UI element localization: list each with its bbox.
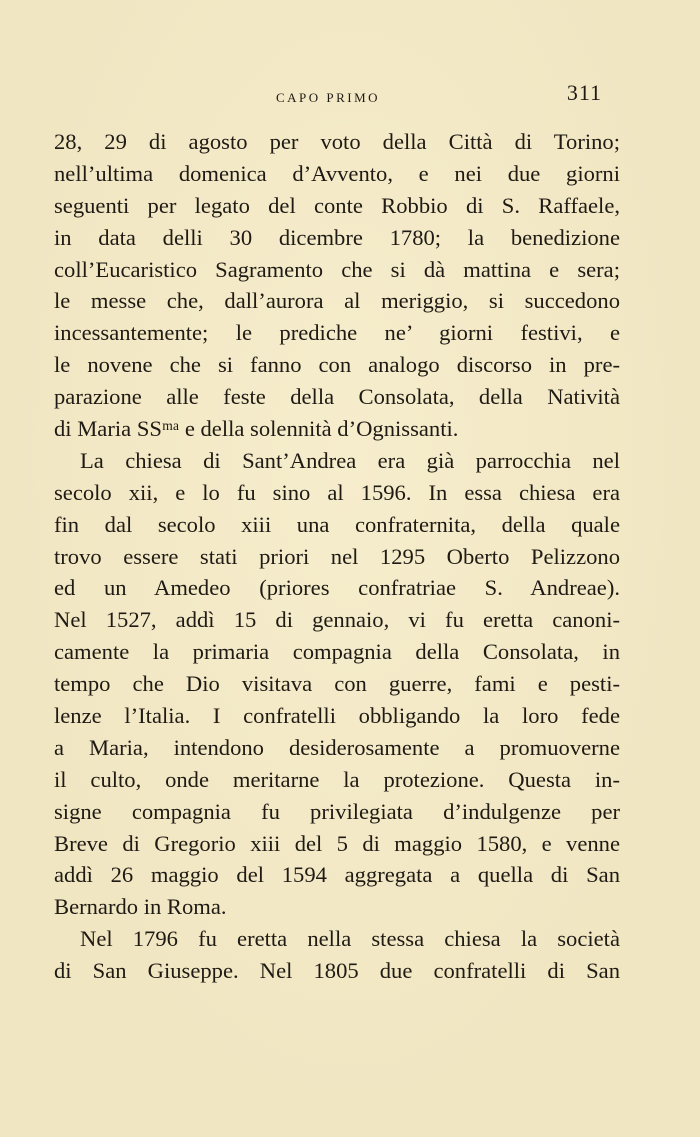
text-line: secolo xii, e lo fu sino al 1596. In essa chiesa era [54,479,620,505]
text-line: La chiesa di Sant’Andrea era già parrocchia nel [80,447,620,473]
text-line: incessantemente; le prediche ne’ giorni festivi, e [54,320,620,346]
text-line: Bernardo in Roma. [54,894,227,920]
text-line: signe compagnia fu privilegiata d’indulgenze per [54,798,620,824]
text-line: 28, 29 di agosto per voto della Città di Torino; [54,129,620,154]
text-line: le messe che, dall’aurora al meriggio, si succedono [54,288,620,314]
text-line: addì 26 maggio del 1594 aggregata a quella di San [54,862,620,888]
text-line: seguenti per legato del conte Robbio di S. Raffaele, [54,192,620,218]
text-line: le novene che si fanno con analogo discorso in pre- [54,352,620,378]
running-title: CAPO PRIMO [275,90,381,105]
text-line: lenze l’Italia. I confratelli obbligando la loro fede [54,703,620,729]
text-line: fin dal secolo xiii una confraternita, della quale [54,511,620,537]
text-line: nell’ultima domenica d’Avvento, e nei due giorni [54,160,620,186]
text-line: camente la primaria compagnia della Consolata, in [54,639,620,665]
text-line: coll’Eucaristico Sagramento che si dà mattina e sera; [54,256,620,282]
text-line: tempo che Dio visitava con guerre, fami e pesti- [54,671,620,697]
text-line: Nel 1796 fu eretta nella stessa chiesa la società [80,926,620,952]
text-line: Breve di Gregorio xiii del 5 di maggio 1580, e venne [54,830,620,856]
text-line: di Maria SSᵐᵃ e della solennità d’Ognissanti. [54,416,459,442]
text-line: di San Giuseppe. Nel 1805 due confratelli di San [54,958,620,984]
page-header [54,80,602,110]
text-line: trovo essere stati priori nel 1295 Oberto Pelizzono [54,543,620,569]
body-text [54,126,620,987]
text-line: parazione alle feste della Consolata, della Natività [54,384,620,410]
text-line: a Maria, intendono desiderosamente a promuoverne [54,734,620,760]
text-line: il culto, onde meritarne la protezione. Questa in- [54,766,620,792]
text-line: Nel 1527, addì 15 di gennaio, vi fu eretta canoni- [54,607,620,633]
text-line: ed un Amedeo (priores confratriae S. Andreae). [54,575,620,601]
text-line: in data delli 30 dicembre 1780; la benedizione [54,224,620,250]
page-number: 311 [566,80,602,105]
